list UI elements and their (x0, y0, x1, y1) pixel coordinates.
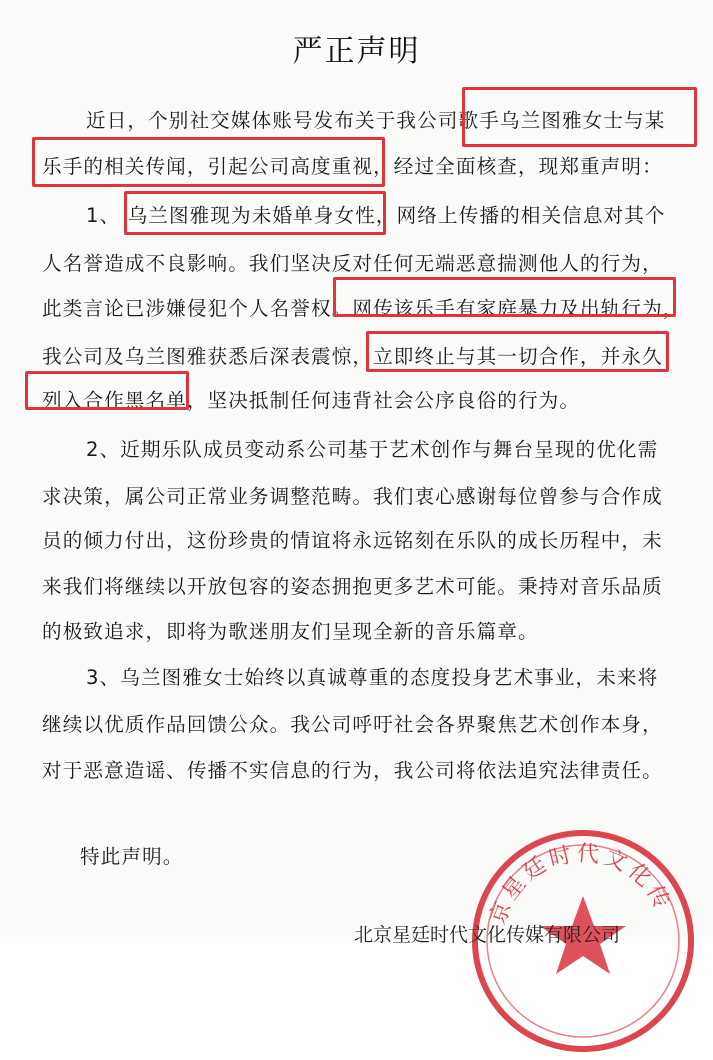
highlight-box (366, 331, 669, 372)
highlight-box (25, 371, 189, 410)
closing-line: 特此声明。 (80, 845, 184, 868)
paragraph-line: 列入合作黑名单，坚决抵制任何违背社会公序良俗的行为。 (42, 389, 581, 412)
paragraph-line: 的极致追求，即将为歌迷朋友们呈现全新的音乐篇章。 (42, 620, 539, 643)
paragraph-line: 人名誉造成不良影响。我们坚决反对任何无端恶意揣测他人的行为， (42, 252, 663, 275)
document-title: 严正声明 (292, 34, 421, 69)
highlight-box (462, 87, 697, 147)
paragraph-line: 3、乌兰图雅女士始终以真诚尊重的态度投身艺术事业，未来将 (86, 666, 659, 689)
svg-text:京星廷时代文化传: 京星廷时代文化传 (485, 841, 676, 928)
paragraph-line: 乐手的相关传闻，引起公司高度重视，经过全面核查，现郑重声明： (42, 155, 663, 178)
paragraph-line: 来我们将继续以开放包容的姿态拥抱更多艺术可能。秉持对音乐品质 (42, 575, 663, 598)
highlight-box (333, 277, 676, 317)
highlight-box (32, 137, 385, 187)
paragraph-line: 近日，个别社交媒体账号发布关于我公司歌手乌兰图雅女士与某 (86, 109, 666, 132)
signature-line: 北京星廷时代文化传媒有限公司 (354, 924, 621, 946)
paragraph-line: 此类言论已涉嫌侵犯个人名誉权。网传该乐手有家庭暴力及出轨行为， (42, 297, 684, 320)
paragraph-line: 我公司及乌兰图雅获悉后深表震惊，立即终止与其一切合作，并永久 (42, 345, 663, 368)
paragraph-line: 员的倾力付出，这份珍贵的情谊将永远铭刻在乐队的成长历程中，未 (42, 529, 663, 552)
paragraph-line: 1、 乌兰图雅现为未婚单身女性，网络上传播的相关信息对其个 (86, 204, 666, 227)
highlight-box (124, 191, 386, 235)
paragraph-line: 继续以优质作品回馈公众。我公司呼吁社会各界聚焦艺术创作本身， (42, 713, 663, 736)
paragraph-line: 求决策，属公司正常业务调整范畴。我们衷心感谢每位曾参与合作成 (42, 485, 663, 508)
paragraph-line: 对于恶意造谣、传播不实信息的行为，我公司将依法追究法律责任。 (42, 759, 663, 782)
paragraph-line: 2、近期乐队成员变动系公司基于艺术创作与舞台呈现的优化需 (86, 438, 659, 461)
